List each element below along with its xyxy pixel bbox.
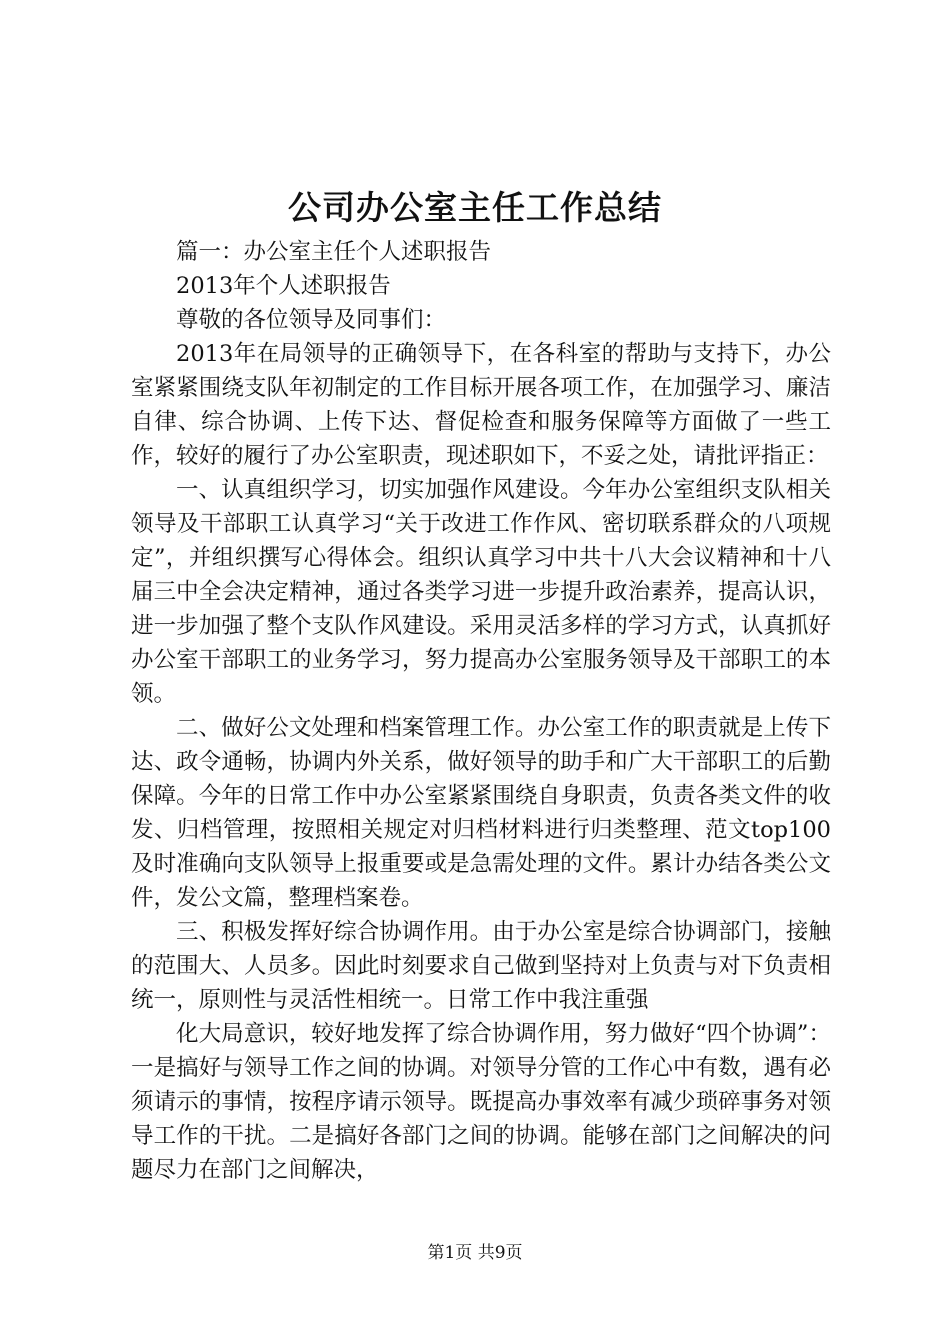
salutation: 尊敬的各位领导及同事们： (176, 307, 447, 333)
document-body (131, 235, 831, 1187)
paragraph-documents: 二、做好公文处理和档案管理工作。办公室工作的职责就是上传下达、政令通畅，协调内外关系，做好领导的助手和广大干部职工的后勤保障。今年的日常工作中办公室紧紧围绕自身职责，负责各类文件的收发、归档管理，按照相关规定对归档材料进行归类整理、范文top100及时准确向支队领导上报重要或是急需处理的文件。累计办结各类公文件，发公文篇，整理档案卷。 (131, 715, 831, 911)
page-footer: 第1页 共9页 (427, 1243, 523, 1263)
paragraph-study: 一、认真组织学习，切实加强作风建设。今年办公室组织支队相关领导及干部职工认真学习“关于改进工作作风、密切联系群众的八项规定”，并组织撰写心得体会。组织认真学习中共十八大会议精神和十八届三中全会决定精神，通过各类学习进一步提升政治素养，提高认识，进一步加强了整个支队作风建设。采用灵活多样的学习方式，认真抓好办公室干部职工的业务学习，努力提高办公室服务领导及干部职工的本领。 (131, 477, 831, 707)
report-title: 2013年个人述职报告 (176, 273, 391, 299)
document-title: 公司办公室主任工作总结 (288, 188, 662, 227)
intro-paragraph: 2013年在局领导的正确领导下，在各科室的帮助与支持下，办公室紧紧围绕支队年初制定的工作目标开展各项工作，在加强学习、廉洁自律、综合协调、上传下达、督促检查和服务保障等方面做了一些工作，较好的履行了办公室职责，现述职如下，不妥之处，请批评指正： (131, 341, 831, 469)
paragraph-coordination: 三、积极发挥好综合协调作用。由于办公室是综合协调部门，接触的范围大、人员多。因此时刻要求自己做到坚持对上负责与对下负责相统一，原则性与灵活性相统一。日常工作中我注重强 (131, 919, 831, 1013)
section-heading: 篇一：办公室主任个人述职报告 (176, 239, 492, 265)
paragraph-four-coordinations: 化大局意识，较好地发挥了综合协调作用，努力做好“四个协调”：一是搞好与领导工作之间的协调。对领导分管的工作心中有数，遇有必须请示的事情，按程序请示领导。既提高办事效率有减少琐碎事务对领导工作的干扰。二是搞好各部门之间的协调。能够在部门之间解决的问题尽力在部门之间解决， (131, 1021, 831, 1183)
